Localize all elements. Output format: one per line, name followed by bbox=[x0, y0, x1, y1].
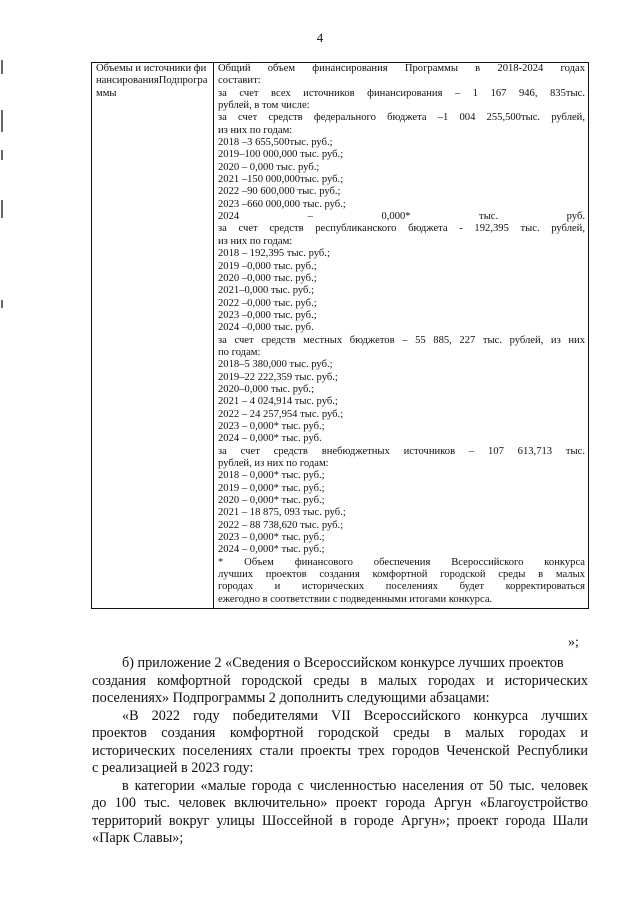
financing-line: за счет средств республиканского бюджета - 192,395 тыс. рублей, bbox=[218, 223, 585, 235]
financing-line: 2018 – 0,000* тыс. руб.; bbox=[218, 470, 325, 482]
financing-line: 2022 – 24 257,954 тыс. руб.; bbox=[218, 408, 344, 420]
financing-line: 2023 –0,000 тыс. руб.; bbox=[218, 309, 317, 321]
financing-line: 2020 – 0,000* тыс. руб.; bbox=[218, 495, 325, 507]
body-line: проектов создания комфортной городской среды в малых городах и bbox=[92, 725, 588, 741]
financing-line: за счет средств местных бюджетов – 55 885, 227 тыс. рублей, из них bbox=[218, 334, 585, 346]
body-line: до 100 тыс. человек включительно» проект города Аргун «Благоустройство bbox=[92, 795, 588, 811]
financing-table bbox=[91, 62, 589, 609]
body-line: территорий вокруг улицы Шоссейной в городе Аргун»; проект города Шали bbox=[92, 812, 588, 829]
financing-line: за счет всех источников финансирования – 1 167 946, 835тыс. bbox=[218, 87, 585, 99]
financing-line: * Объем финансового обеспечения Всероссийского конкурса bbox=[218, 556, 585, 568]
financing-line: 2021 – 18 875, 093 тыс. руб.; bbox=[218, 507, 346, 519]
financing-line: 2019–100 000,000 тыс. руб.; bbox=[218, 149, 344, 161]
financing-line: из них по годам: bbox=[218, 124, 293, 136]
financing-line: лучших проектов создания комфортной городской среды в малых bbox=[218, 569, 585, 581]
financing-line: из них по годам: bbox=[218, 235, 293, 247]
financing-line: 2021 – 4 024,914 тыс. руб.; bbox=[218, 396, 338, 408]
financing-line: ежегодно в соответствии с подведенными итогами конкурса. bbox=[218, 593, 493, 605]
financing-line: 2019 –0,000 тыс. руб.; bbox=[218, 260, 317, 272]
financing-line: 2020 – 0,000 тыс. руб.; bbox=[218, 161, 320, 173]
body-line: «Парк Славы»; bbox=[92, 830, 184, 846]
financing-line: 2023 –660 000,000 тыс. руб.; bbox=[218, 198, 346, 210]
page-number: 4 bbox=[316, 30, 324, 45]
body-line: б) приложение 2 «Сведения о Всероссийском конкурсе лучших проектов bbox=[122, 655, 564, 671]
financing-line: 2021 –150 000,000тыс. руб.; bbox=[218, 174, 344, 186]
financing-line: 2022 –90 600,000 тыс. руб.; bbox=[218, 186, 341, 198]
financing-line: за счет средств внебюджетных источников – 107 613,713 тыс. bbox=[218, 445, 585, 457]
body-line: исторических поселениях стали проекты трех городов Чеченской Республики bbox=[92, 742, 588, 759]
financing-line: 2024 – 0,000* тыс. руб.; bbox=[218, 544, 325, 556]
financing-line: рублей, из них по годам: bbox=[218, 458, 329, 469]
financing-line: 2018–5 380,000 тыс. руб.; bbox=[218, 359, 333, 371]
body-line: в категории «малые города с численностью населения от 50 тыс. человек bbox=[122, 777, 588, 794]
financing-line: 2022 –0,000 тыс. руб.; bbox=[218, 297, 317, 309]
financing-line: 2018 – 192,395 тыс. руб.; bbox=[218, 248, 330, 260]
closing-quote-mark: »; bbox=[568, 635, 579, 650]
financing-line: 2023 – 0,000* тыс. руб.; bbox=[218, 532, 325, 544]
scan-margin-marks bbox=[0, 0, 6, 905]
financing-line: 2021–0,000 тыс. руб.; bbox=[218, 285, 315, 297]
body-line: создания комфортной городской среды в малых городах и исторических bbox=[92, 672, 588, 689]
financing-line: рублей, в том числе: bbox=[218, 100, 310, 112]
financing-line: 2019 – 0,000* тыс. руб.; bbox=[218, 482, 325, 494]
financing-line: за счет средств федерального бюджета –1 004 255,500тыс. рублей, bbox=[218, 112, 585, 124]
body-text bbox=[92, 655, 588, 848]
financing-line: 2018 –3 655,500тыс. руб.; bbox=[218, 137, 333, 149]
financing-line: 2020–0,000 тыс. руб.; bbox=[218, 383, 315, 395]
body-line: «В 2022 году победителями VII Всероссийского конкурса лучших bbox=[122, 707, 588, 724]
financing-line: 2020 –0,000 тыс. руб.; bbox=[218, 272, 317, 284]
financing-line: 2024 –0,000 тыс. руб. bbox=[218, 322, 314, 334]
financing-line: 2024 – 0,000* тыс. руб. bbox=[218, 211, 585, 223]
financing-line: Общий объем финансирования Программы в 2018-2024 годах bbox=[218, 63, 585, 74]
financing-line: 2019–22 222,359 тыс. руб.; bbox=[218, 371, 338, 383]
financing-line: городах и исторических поселениях будет корректироваться bbox=[218, 581, 585, 593]
financing-line: составит: bbox=[218, 75, 261, 87]
body-line: с реализацией в 2023 году: bbox=[92, 760, 254, 776]
financing-label-cell: Объемы и источники финансированияПодпрограммы bbox=[92, 63, 214, 609]
financing-line: 2024 – 0,000* тыс. руб. bbox=[218, 433, 322, 445]
financing-content-cell bbox=[214, 63, 589, 609]
table-row bbox=[92, 63, 589, 609]
financing-line: 2022 – 88 738,620 тыс. руб.; bbox=[218, 519, 344, 531]
body-line: поселениях» Подпрограммы 2 дополнить следующими абзацами: bbox=[92, 690, 490, 706]
financing-line: 2023 – 0,000* тыс. руб.; bbox=[218, 420, 325, 432]
financing-line: по годам: bbox=[218, 346, 261, 358]
